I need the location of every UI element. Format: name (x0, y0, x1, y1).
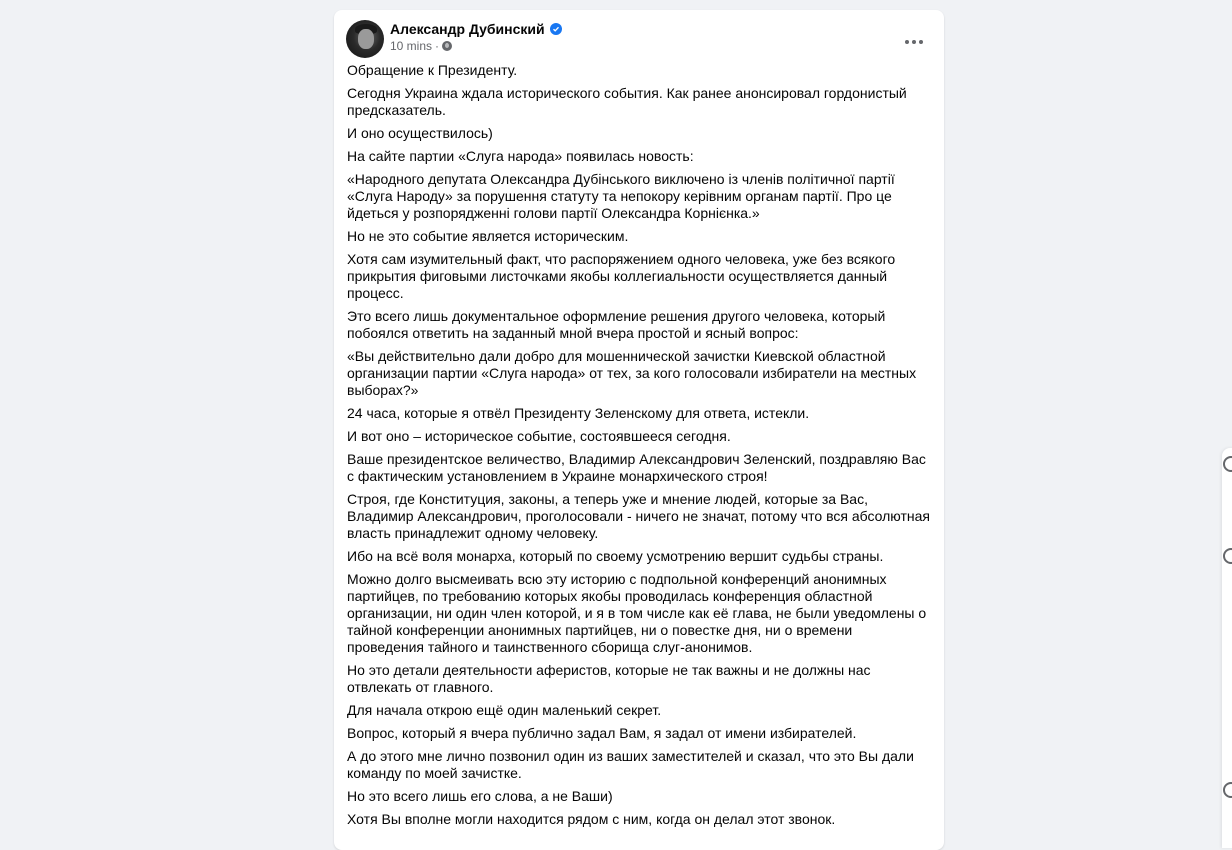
post-paragraph: 24 часа, которые я отвёл Президенту Зеленскому для ответа, истекли. (347, 405, 810, 421)
right-side-panel-partial (1222, 448, 1232, 848)
post-body (347, 62, 932, 834)
post-paragraph: И вот оно – историческое событие, состоявшееся сегодня. (347, 428, 731, 444)
more-horizontal-icon (919, 40, 923, 44)
partial-circle-icon[interactable] (1223, 456, 1232, 472)
post-paragraph: Можно долго высмеивать всю эту историю с подпольной конференций анонимных партийцев, по требованию которых якобы проводилась конференция областной организации, ни один член которой, и я в том числе как её глава, не были уведомлены о тайной конференции анонимных партийцев, ни о повестке дня, ни о времени проведения тайного и таинственного сборища слуг-анонимов. (347, 571, 927, 655)
post-paragraph: Хотя Вы вполне могли находится рядом с ним, когда он делал этот звонок. (347, 811, 836, 827)
post-paragraph: Это всего лишь документальное оформление решения другого человека, который побоялся ответить на заданный мной вчера простой и ясный вопрос: (347, 308, 886, 341)
post-card (334, 10, 944, 850)
post-paragraph: И оно осуществилось) (347, 125, 493, 141)
avatar[interactable] (346, 20, 384, 58)
post-header (346, 20, 932, 60)
post-paragraph: Строя, где Конституция, законы, а теперь уже и мнение людей, которые за Вас, Владимир Александрович, проголосовали - ничего не значат, потому что вся абсолютная власть принадлежит одному человеку. (347, 491, 931, 541)
post-paragraph: Но это всего лишь его слова, а не Ваши) (347, 788, 613, 804)
post-options-button[interactable] (896, 24, 932, 60)
post-paragraph: Вопрос, который я вчера публично задал Вам, я задал от имени избирателей. (347, 725, 857, 741)
verified-badge-icon (550, 23, 562, 35)
partial-circle-icon[interactable] (1223, 548, 1232, 564)
author-line (390, 21, 562, 37)
author-block (390, 21, 562, 53)
post-paragraph: Но это детали деятельности аферистов, которые не так важны и не должны нас отвлекать от главного. (347, 662, 871, 695)
avatar-face (358, 29, 374, 49)
post-paragraph: «Вы действительно дали добро для мошеннической зачистки Киевской областной организации партии «Слуга народа» от тех, за кого голосовали избиратели на местных выборах?» (347, 348, 917, 398)
post-paragraph: Ваше президентское величество, Владимир Александрович Зеленский, поздравляю Вас с фактическим установлением в Украине монархического строя! (347, 451, 926, 484)
post-meta (390, 39, 562, 53)
partial-circle-icon[interactable] (1223, 782, 1232, 798)
post-paragraph: Сегодня Украина ждала исторического события. Как ранее анонсировал гордонистый предсказатель. (347, 85, 907, 118)
post-paragraph: А до этого мне лично позвонил один из ваших заместителей и сказал, что это Вы дали команду по моей зачистке. (347, 748, 914, 781)
meta-separator: · (435, 39, 440, 53)
post-paragraph: Но не это событие является историческим. (347, 228, 629, 244)
post-paragraph: «Народного депутата Олександра Дубінського виключено із членів політичної партії «Слуга Народу» за порушення статуту та непокору керівним органам партії. Про це йдеться у розпорядженні голови партії Олександра Корнієнка.» (347, 171, 895, 221)
more-horizontal-icon (905, 40, 909, 44)
post-paragraph: Обращение к Президенту. (347, 62, 518, 78)
post-paragraph: Ибо на всё воля монарха, который по своему усмотрению вершит судьбы страны. (347, 548, 884, 564)
author-name[interactable]: Александр Дубинский (390, 21, 545, 37)
post-timestamp[interactable]: 10 mins (390, 39, 433, 53)
globe-icon (442, 41, 452, 51)
post-paragraph: На сайте партии «Слуга народа» появилась новость: (347, 148, 694, 164)
post-paragraph: Для начала открою ещё один маленький секрет. (347, 702, 662, 718)
more-horizontal-icon (912, 40, 916, 44)
post-paragraph: Хотя сам изумительный факт, что распоряжением одного человека, уже без всякого прикрытия фиговыми листочками якобы коллегиальности осуществляется данный процесс. (347, 251, 896, 301)
